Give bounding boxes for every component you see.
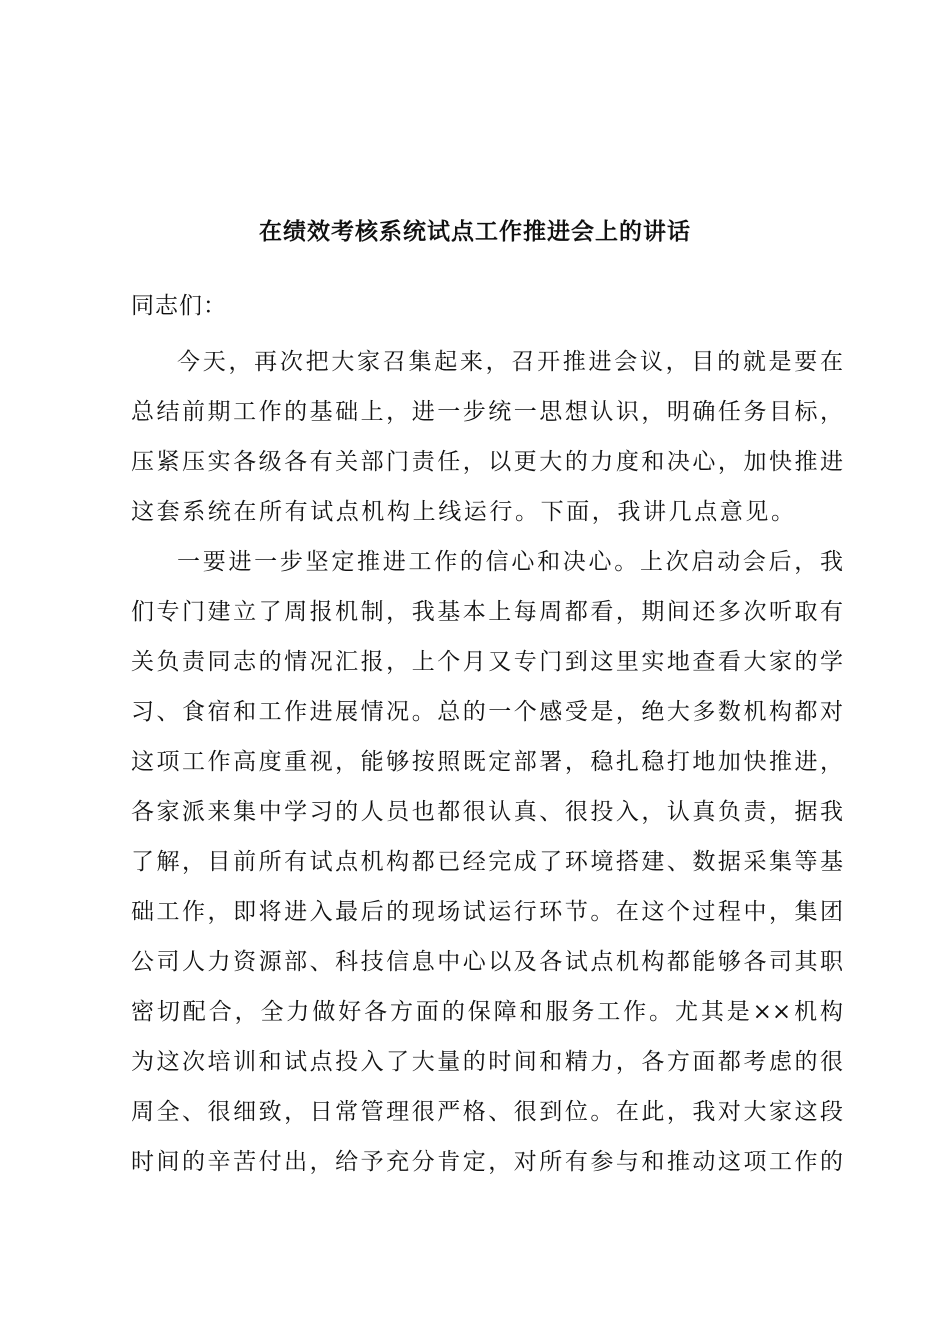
paragraph-2 — [131, 537, 843, 1187]
paragraph-line: 们专门建立了周报机制，我基本上每周都看，期间还多次听取有 — [131, 599, 843, 625]
paragraph-line: 一要进一步坚定推进工作的信心和决心。上次启动会后，我 — [177, 549, 843, 575]
paragraph-line: 时间的辛苦付出，给予充分肯定，对所有参与和推动这项工作的 — [131, 1149, 843, 1175]
paragraph-line: 础工作，即将进入最后的现场试运行环节。在这个过程中，集团 — [131, 899, 843, 925]
paragraph-line: 习、食宿和工作进展情况。总的一个感受是，绝大多数机构都对 — [131, 699, 843, 725]
paragraph-line: 为这次培训和试点投入了大量的时间和精力，各方面都考虑的很 — [131, 1049, 843, 1075]
paragraph-line: 关负责同志的情况汇报，上个月又专门到这里实地查看大家的学 — [131, 649, 843, 675]
paragraph-line: 压紧压实各级各有关部门责任，以更大的力度和决心，加快推进 — [131, 449, 843, 475]
paragraph-line: 这项工作高度重视，能够按照既定部署，稳扎稳打地加快推进， — [131, 749, 843, 775]
paragraph-line: 公司人力资源部、科技信息中心以及各试点机构都能够各司其职 — [131, 949, 843, 975]
paragraph-line: 这套系统在所有试点机构上线运行。下面，我讲几点意见。 — [131, 499, 797, 525]
document-body — [131, 285, 843, 1187]
paragraph-line: 周全、很细致，日常管理很严格、很到位。在此，我对大家这段 — [131, 1099, 843, 1125]
paragraph-line: 了解，目前所有试点机构都已经完成了环境搭建、数据采集等基 — [131, 849, 843, 875]
paragraph-1 — [131, 337, 843, 537]
salutation: 同志们： — [131, 293, 227, 319]
document-title: 在绩效考核系统试点工作推进会上的讲话 — [259, 218, 691, 245]
paragraph-line: 各家派来集中学习的人员也都很认真、很投入，认真负责，据我 — [131, 799, 843, 825]
paragraph-line: 今天，再次把大家召集起来，召开推进会议，目的就是要在 — [177, 349, 843, 375]
paragraph-line: 总结前期工作的基础上，进一步统一思想认识，明确任务目标， — [131, 399, 843, 425]
paragraph-line: 密切配合，全力做好各方面的保障和服务工作。尤其是××机构 — [131, 999, 843, 1025]
